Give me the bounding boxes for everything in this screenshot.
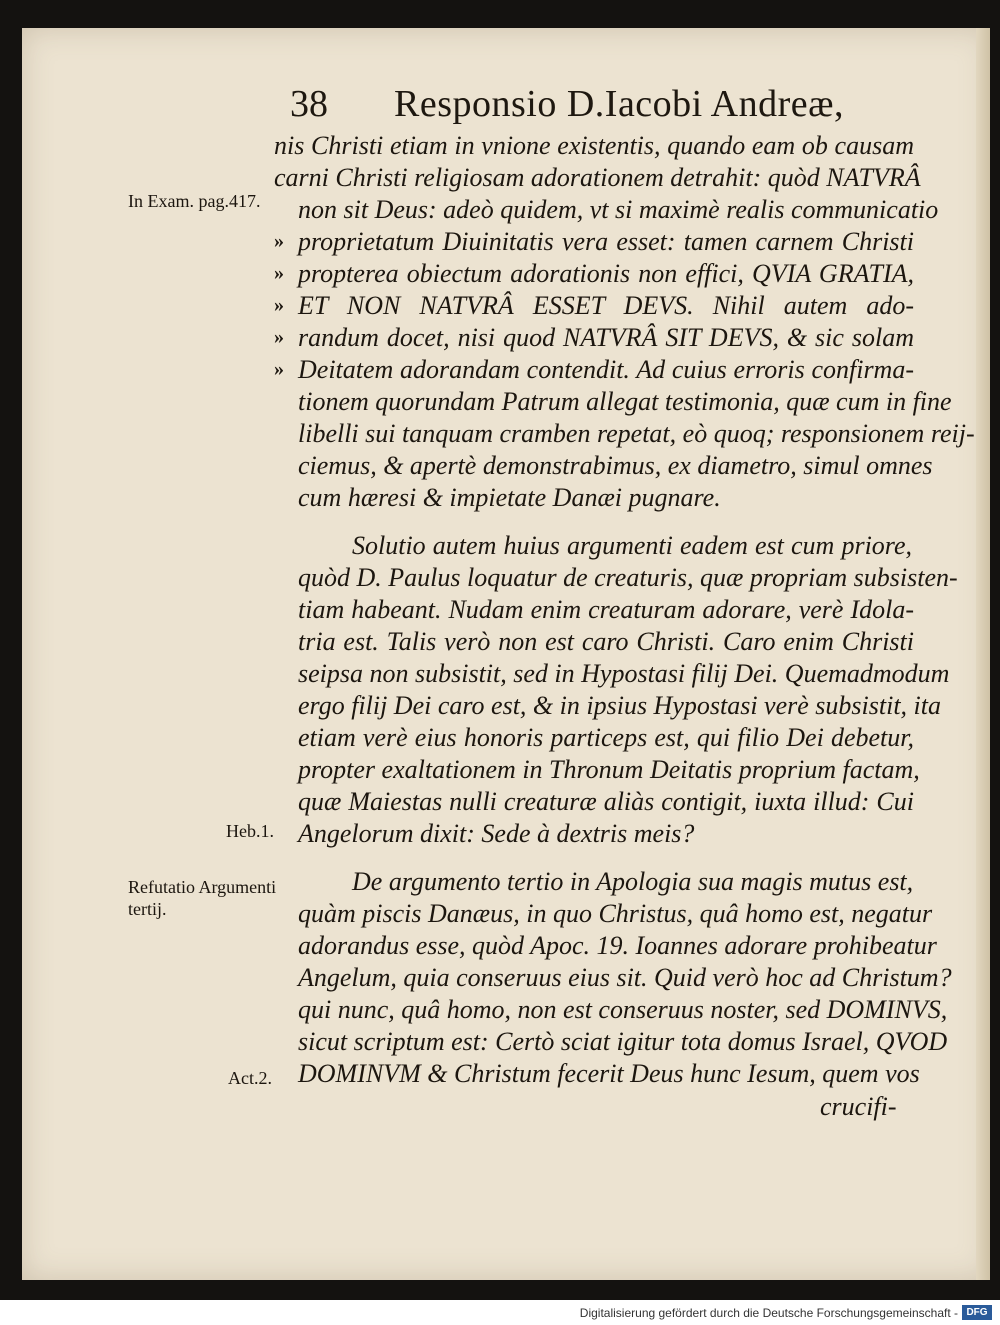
text-line: Deitatem adorandam contendit. Ad cuius erroris confirma- xyxy=(298,355,914,384)
text-line: sicut scriptum est: Certò sciat igitur tota domus Israel, QVOD xyxy=(298,1027,948,1056)
text-line: DOMINVM & Christum fecerit Deus hunc Iesum, quem vos xyxy=(298,1059,920,1088)
text-line: ciemus, & apertè demonstrabimus, ex diametro, simul omnes xyxy=(298,451,933,480)
text-line: non sit Deus: adeò quidem, vt si maximè realis communicatio xyxy=(298,195,939,224)
text-line: quæ Maiestas nulli creaturæ aliàs contigit, iuxta illud: Cui xyxy=(298,787,914,816)
text-line: propterea obiectum adorationis non effici, QVIA GRATIA, xyxy=(298,259,914,288)
margin-note-heb: Heb.1. xyxy=(226,821,274,841)
text-line: seipsa non subsistit, sed in Hypostasi filij Dei. Quemadmodum xyxy=(298,659,950,688)
text-line: quàm piscis Danæus, in quo Christus, quâ homo est, negatur xyxy=(298,899,933,928)
text-line: carni Christi religiosam adorationem detrahit: quòd NATVRÂ xyxy=(274,163,921,192)
quote-marker: » xyxy=(274,230,284,252)
text-line: tionem quorundam Patrum allegat testimonia, quæ cum in fine xyxy=(298,387,952,416)
text-line: ergo filij Dei caro est, & in ipsius Hypostasi verè subsistit, ita xyxy=(298,691,941,720)
text-line: proprietatum Diuinitatis vera esset: tamen carnem Christi xyxy=(298,227,914,256)
text-line: tiam habeant. Nudam enim creaturam adorare, verè Idola- xyxy=(298,595,914,624)
text-line: randum docet, nisi quod NATVRÂ SIT DEVS, & sic solam xyxy=(298,323,914,352)
text-line: cum hæresi & impietate Danæi pugnare. xyxy=(298,483,721,512)
dfg-logo: DFG xyxy=(962,1305,992,1320)
footer-bar xyxy=(0,1300,1000,1325)
text-line: Solutio autem huius argumenti eadem est cum priore, xyxy=(352,531,912,560)
quote-marker: » xyxy=(274,358,284,380)
text-line: ET NON NATVRÂ ESSET DEVS. Nihil autem ado- xyxy=(298,291,914,320)
text-line: propter exaltationem in Thronum Deitatis proprium factam, xyxy=(298,755,920,784)
text-line: tria est. Talis verò non est caro Christi. Caro enim Christi xyxy=(298,627,914,656)
margin-note-act: Act.2. xyxy=(228,1068,272,1088)
funding-credit: Digitalisierung gefördert durch die Deutsche Forschungsgemeinschaft - xyxy=(579,1306,958,1320)
text-line: quòd D. Paulus loquatur de creaturis, quæ propriam subsisten- xyxy=(298,563,958,592)
quote-marker: » xyxy=(274,326,284,348)
text-line: qui nunc, quâ homo, non est conseruus noster, sed DOMINVS, xyxy=(298,995,948,1024)
page-edge xyxy=(976,28,990,1280)
running-title: Responsio D.Iacobi Andreæ, xyxy=(394,83,844,125)
text-line: etiam verè eius honoris particeps est, qui filio Dei debetur, xyxy=(298,723,914,752)
text-line: De argumento tertio in Apologia sua magis mutus est, xyxy=(352,867,914,896)
quote-marker: » xyxy=(274,262,284,284)
page-number: 38 xyxy=(290,83,328,125)
text-line: libelli sui tanquam cramben repetat, eò quoq; responsionem reij- xyxy=(298,419,975,448)
catchword: crucifi- xyxy=(820,1092,897,1121)
text-line: Angelorum dixit: Sede à dextris meis? xyxy=(298,819,695,848)
text-line: nis Christi etiam in vnione existentis, quando eam ob causam xyxy=(274,131,914,160)
quote-marker: » xyxy=(274,294,284,316)
text-line: Angelum, quia conseruus eius sit. Quid verò hoc ad Christum? xyxy=(298,963,952,992)
margin-note-exam: In Exam. pag.417. xyxy=(128,191,261,211)
text-line: adorandus esse, quòd Apoc. 19. Ioannes adorare prohibeatur xyxy=(298,931,937,960)
margin-note-refutatio: Refutatio Argumenti tertij. xyxy=(128,877,277,919)
